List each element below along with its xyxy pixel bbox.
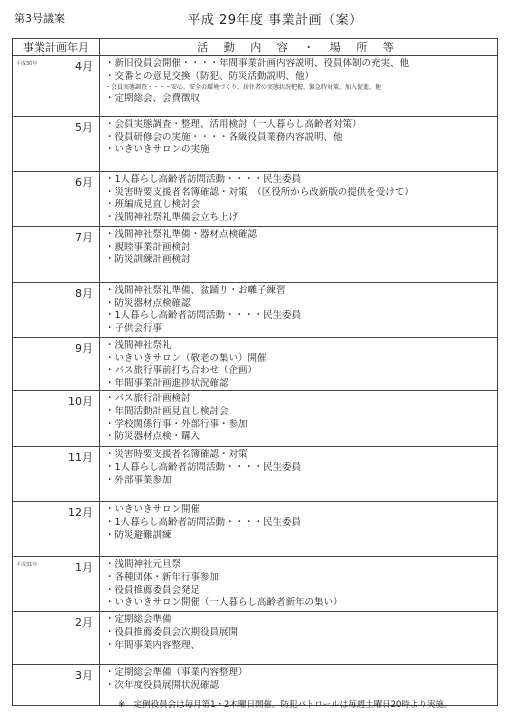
month-label: 5月 [75, 121, 93, 134]
activity-item: ・ 外部事業参加 [105, 475, 494, 488]
activity-item: ・ 1人暮らし高齢者訪問活動・・・・民生委員 [105, 310, 494, 323]
activity-list [105, 58, 494, 106]
table-row [13, 283, 498, 338]
activity-item: ・ 親睦事業計画検討 [105, 242, 494, 255]
activity-list [105, 229, 494, 267]
activity-item: ・ バス旅行事前打ち合わせ（企画） [105, 365, 494, 378]
activity-item: ・ 班編成見直し検討会 [105, 199, 494, 212]
activities-cell [100, 557, 498, 612]
agenda-number: 第3号議案 [14, 12, 65, 25]
month-label: 7月 [75, 231, 93, 244]
activity-list [105, 393, 494, 443]
activity-item: ・ 浅間神社祭礼準備会立ち上げ [105, 212, 494, 225]
activity-item: ・ いきいきサロン（敬老の集い）開催 [105, 353, 494, 366]
table-row [13, 117, 498, 172]
activities-cell [100, 117, 498, 172]
month-label: 2月 [75, 616, 93, 630]
month-cell [13, 338, 100, 391]
month-label: 8月 [75, 287, 93, 300]
table-row [13, 56, 498, 117]
footnote: ※ 定例役員会は毎月第1・2木曜日開催。防犯パトロールは毎週土曜日20時より実施。 [118, 700, 453, 710]
business-plan-table [12, 38, 498, 706]
table-row [13, 502, 498, 557]
activities-cell [100, 612, 498, 665]
activity-item: ・ 新旧役員会開催・・・・年間事業計画内容説明、役員体制の充実、他 [105, 58, 494, 71]
activity-list [105, 667, 494, 692]
activity-item: ・ 災害時要支援者名簿確認・対策 （区役所から改新版の提供を受けて） [105, 187, 494, 200]
activity-item: ・ 浅間神社祭礼準備、盆踊り・お囃子練習 [105, 285, 494, 298]
month-label: 3月 [75, 669, 93, 683]
activities-cell [100, 227, 498, 283]
month-label: 10月 [68, 395, 93, 409]
activity-item: ・ 年間活動計画見直し検討会 [105, 406, 494, 419]
activity-item: ・ いきいきサロン開催（一人暮らし高齢者新年の集い） [105, 597, 494, 610]
activity-list [105, 559, 494, 609]
month-label: 11月 [68, 451, 93, 465]
month-cell [13, 447, 100, 502]
month-cell [13, 502, 100, 557]
month-cell [13, 557, 100, 612]
activity-item: ・ 1人暮らし高齢者訪問活動・・・・民生委員 [105, 462, 494, 475]
table-row [13, 447, 498, 502]
era-label: 平成31年 [16, 562, 38, 569]
table-row [13, 391, 498, 447]
activity-item: ・ いきいきサロンの実施 [105, 144, 494, 157]
month-label: 4月 [75, 60, 93, 73]
activity-item: ・ 防災訓練計画検討 [105, 254, 494, 267]
activities-cell [100, 56, 498, 117]
activity-item: ・ 学校関係行事・外部行事・参加 [105, 419, 494, 432]
table-header-row [13, 39, 498, 56]
activity-item: ・ 浅間神社祭礼 [105, 340, 494, 353]
activity-item: ・ 交番との意見交換（防犯、防災活動説明、他） [105, 71, 494, 84]
activity-item: ・ 会員実態調査・・・・安心、安全の環境づくり、居住者の実態状況把握、緊急時対策、加入促進、他 [105, 83, 494, 93]
month-cell [13, 665, 100, 706]
activities-cell [100, 172, 498, 227]
era-label: 平成30年 [16, 61, 38, 67]
month-label: 12月 [68, 506, 93, 520]
activity-item: ・ いきいきサロン開催 [105, 504, 494, 517]
activity-item: ・ 防災器材点検・購入 [105, 431, 494, 444]
activity-item: ・ 定期総会準備（事業内容整理） [105, 667, 494, 680]
activity-item: ・ 浅間神社祭礼準備・器材点検確認 [105, 229, 494, 242]
activity-item: ・ 定期総会準備 [105, 614, 494, 627]
month-cell [13, 612, 100, 665]
activity-list [105, 285, 494, 335]
activity-list [105, 119, 494, 157]
activity-item: ・ 役員研修会の実施・・・・各級役員業務内容説明、他 [105, 132, 494, 145]
activity-item: ・ 定期総会、会費徴収 [105, 93, 494, 106]
table-row [13, 227, 498, 283]
activity-item: ・ 子供会行事 [105, 323, 494, 336]
month-cell [13, 283, 100, 338]
document-title: 平成 29年度 事業計画（案） [187, 13, 363, 28]
table-row [13, 612, 498, 665]
activity-item: ・ 防災避難訓練 [105, 530, 494, 543]
activity-item: ・ 会員実態調査・整理、活用検討（一人暮らし高齢者対策） [105, 119, 494, 132]
activity-item: ・ 年間事業計画進捗状況確認 [105, 378, 494, 391]
activity-item: ・ 災害時要支援者名簿確認・対策 [105, 449, 494, 462]
activity-item: ・ 1人暮らし高齢者訪問活動・・・・民生委員 [105, 517, 494, 530]
column-header-activities: 活 動 内 容 ・ 場 所 等 [100, 39, 498, 56]
activity-item: ・ 役員推薦委員会次期役員展開 [105, 627, 494, 640]
month-cell [13, 172, 100, 227]
activity-list [105, 504, 494, 542]
activities-cell [100, 447, 498, 502]
table-row [13, 338, 498, 391]
activity-item: ・ バス旅行計画検討 [105, 393, 494, 406]
activity-item: ・ 1人暮らし高齢者訪問活動・・・・民生委員 [105, 174, 494, 187]
activity-list [105, 340, 494, 390]
table-body [13, 56, 498, 706]
month-cell [13, 391, 100, 447]
activity-item: ・ 防災器材点検確認 [105, 298, 494, 311]
month-label: 1月 [75, 561, 93, 575]
month-cell [13, 227, 100, 283]
activity-item: ・ 年間事業内容整理、 [105, 640, 494, 653]
month-label: 9月 [75, 342, 93, 355]
table-row [13, 557, 498, 612]
activity-list [105, 174, 494, 224]
activity-list [105, 614, 494, 652]
month-cell [13, 56, 100, 117]
activities-cell [100, 283, 498, 338]
column-header-year-month: 事業計画年月 [13, 39, 100, 56]
activity-list [105, 449, 494, 487]
table-row [13, 172, 498, 227]
month-label: 6月 [75, 176, 93, 189]
activity-item: ・ 浅間神社元旦祭 [105, 559, 494, 572]
activity-item: ・ 役員推薦委員会発足 [105, 585, 494, 598]
activities-cell [100, 338, 498, 391]
activity-item: ・ 各種団体・新年行事参加 [105, 572, 494, 585]
month-cell [13, 117, 100, 172]
activities-cell [100, 502, 498, 557]
activities-cell [100, 391, 498, 447]
activity-item: ・ 次年度役員展開状況確認 [105, 680, 494, 693]
